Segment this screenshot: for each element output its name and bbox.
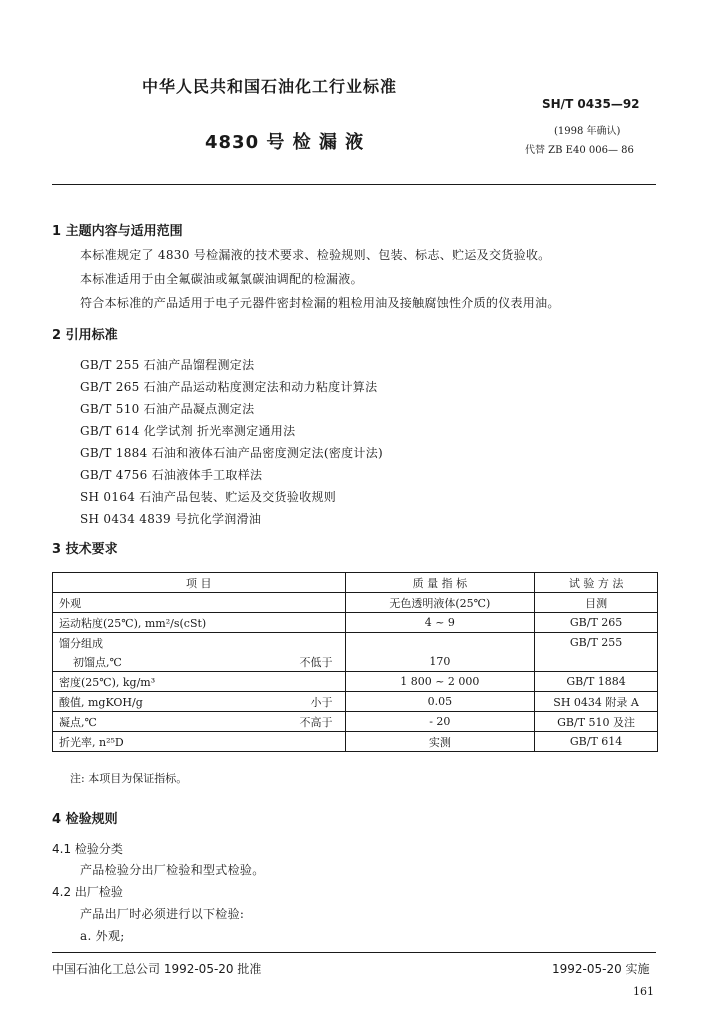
condition-label: 不低于: [299, 656, 333, 669]
section-4-heading: 4 检验规则: [52, 812, 118, 827]
value-cell: 实测: [345, 732, 535, 752]
method-cell: GB/T 1884: [535, 672, 658, 692]
method-cell: 目测: [535, 593, 658, 613]
page-number: 161: [633, 985, 654, 998]
table-row: [53, 613, 658, 633]
table-row: [53, 633, 658, 653]
value-cell: [345, 633, 535, 653]
subsection-4-1-text: 产品检验分出厂检验和型式检验。: [80, 863, 265, 877]
header-rule: [52, 184, 656, 185]
table-row: [53, 672, 658, 692]
subsection-4-1-heading: 4.1 检验分类: [52, 842, 123, 856]
column-header: 质 量 指 标: [345, 573, 535, 593]
footer-rule: [52, 952, 656, 953]
item-cell: [53, 652, 346, 672]
item-cell: 密度(25℃), kg/m³: [53, 672, 346, 692]
reference-standard: GB/T 4756 石油液体手工取样法: [80, 468, 263, 482]
implementation-text: 1992-05-20 实施: [552, 962, 650, 976]
section-1-paragraph: 本标准规定了 4830 号检漏液的技术要求、检验规则、包装、标志、贮运及交货验收。: [80, 248, 551, 262]
condition-label: 不高于: [299, 716, 333, 729]
technical-requirements-table: [52, 572, 658, 752]
section-3-heading: 3 技术要求: [52, 542, 118, 557]
table-row: [53, 712, 658, 732]
table-row: [53, 692, 658, 712]
item-cell: 运动粘度(25℃), mm²/s(cSt): [53, 613, 346, 633]
item-cell: [53, 712, 346, 732]
table-header-row: [53, 573, 658, 593]
table-row: [53, 593, 658, 613]
approval-text: 中国石油化工总公司 1992-05-20 批准: [52, 962, 262, 976]
value-cell: 无色透明液体(25℃): [345, 593, 535, 613]
table-note: 注: 本项目为保证指标。: [70, 772, 188, 785]
org-standard-title: 中华人民共和国石油化工行业标准: [142, 77, 398, 96]
method-cell: GB/T 265: [535, 613, 658, 633]
section-2-heading: 2 引用标准: [52, 328, 118, 343]
method-cell: GB/T 614: [535, 732, 658, 752]
confirmation-note: (1998 年确认): [554, 126, 621, 137]
reference-standard: GB/T 614 化学试剂 折光率测定通用法: [80, 424, 296, 438]
value-cell: 1 800 ~ 2 000: [345, 672, 535, 692]
item-cell: 外观: [53, 593, 346, 613]
item-cell: 馏分组成: [53, 633, 346, 653]
item-label: 酸值, mgKOH/g: [59, 695, 143, 709]
reference-standard: SH 0434 4839 号抗化学润滑油: [80, 512, 262, 526]
item-cell: 折光率, n²⁵D: [53, 732, 346, 752]
reference-standard: GB/T 265 石油产品运动粘度测定法和动力粘度计算法: [80, 380, 378, 394]
standard-number: SH/T 0435—92: [542, 97, 640, 111]
table-row: [53, 732, 658, 752]
reference-standard: GB/T 255 石油产品馏程测定法: [80, 358, 255, 372]
item-label: 初馏点,℃: [73, 655, 122, 669]
subsection-4-2-heading: 4.2 出厂检验: [52, 885, 123, 899]
item-cell: [53, 692, 346, 712]
method-cell: GB/T 510 及注: [535, 712, 658, 732]
value-cell: - 20: [345, 712, 535, 732]
section-1-paragraph: 本标准适用于由全氟碳油或氟氯碳油调配的检漏液。: [80, 272, 363, 286]
item-label: 凝点,℃: [59, 715, 97, 729]
method-cell: [535, 652, 658, 672]
value-cell: 170: [345, 652, 535, 672]
method-cell: GB/T 255: [535, 633, 658, 653]
reference-standard: SH 0164 石油产品包装、贮运及交货验收规则: [80, 490, 337, 504]
condition-label: 小于: [310, 696, 333, 709]
column-header: 项 目: [53, 573, 346, 593]
value-cell: 4 ~ 9: [345, 613, 535, 633]
column-header: 试 验 方 法: [535, 573, 658, 593]
section-1-heading: 1 主题内容与适用范围: [52, 224, 183, 239]
section-1-paragraph: 符合本标准的产品适用于电子元器件密封检漏的粗检用油及接触腐蚀性介质的仪表用油。: [80, 296, 560, 310]
subsection-4-2-item: a. 外观;: [80, 929, 125, 943]
replaces-note: 代替 ZB E40 006— 86: [525, 145, 634, 156]
subsection-4-2-text: 产品出厂时必须进行以下检验:: [80, 907, 245, 921]
method-cell: SH 0434 附录 A: [535, 692, 658, 712]
reference-standard: GB/T 1884 石油和液体石油产品密度测定法(密度计法): [80, 446, 383, 460]
reference-standard: GB/T 510 石油产品凝点测定法: [80, 402, 255, 416]
value-cell: 0.05: [345, 692, 535, 712]
table-row: [53, 652, 658, 672]
document-title: 4830 号 检 漏 液: [205, 132, 365, 153]
